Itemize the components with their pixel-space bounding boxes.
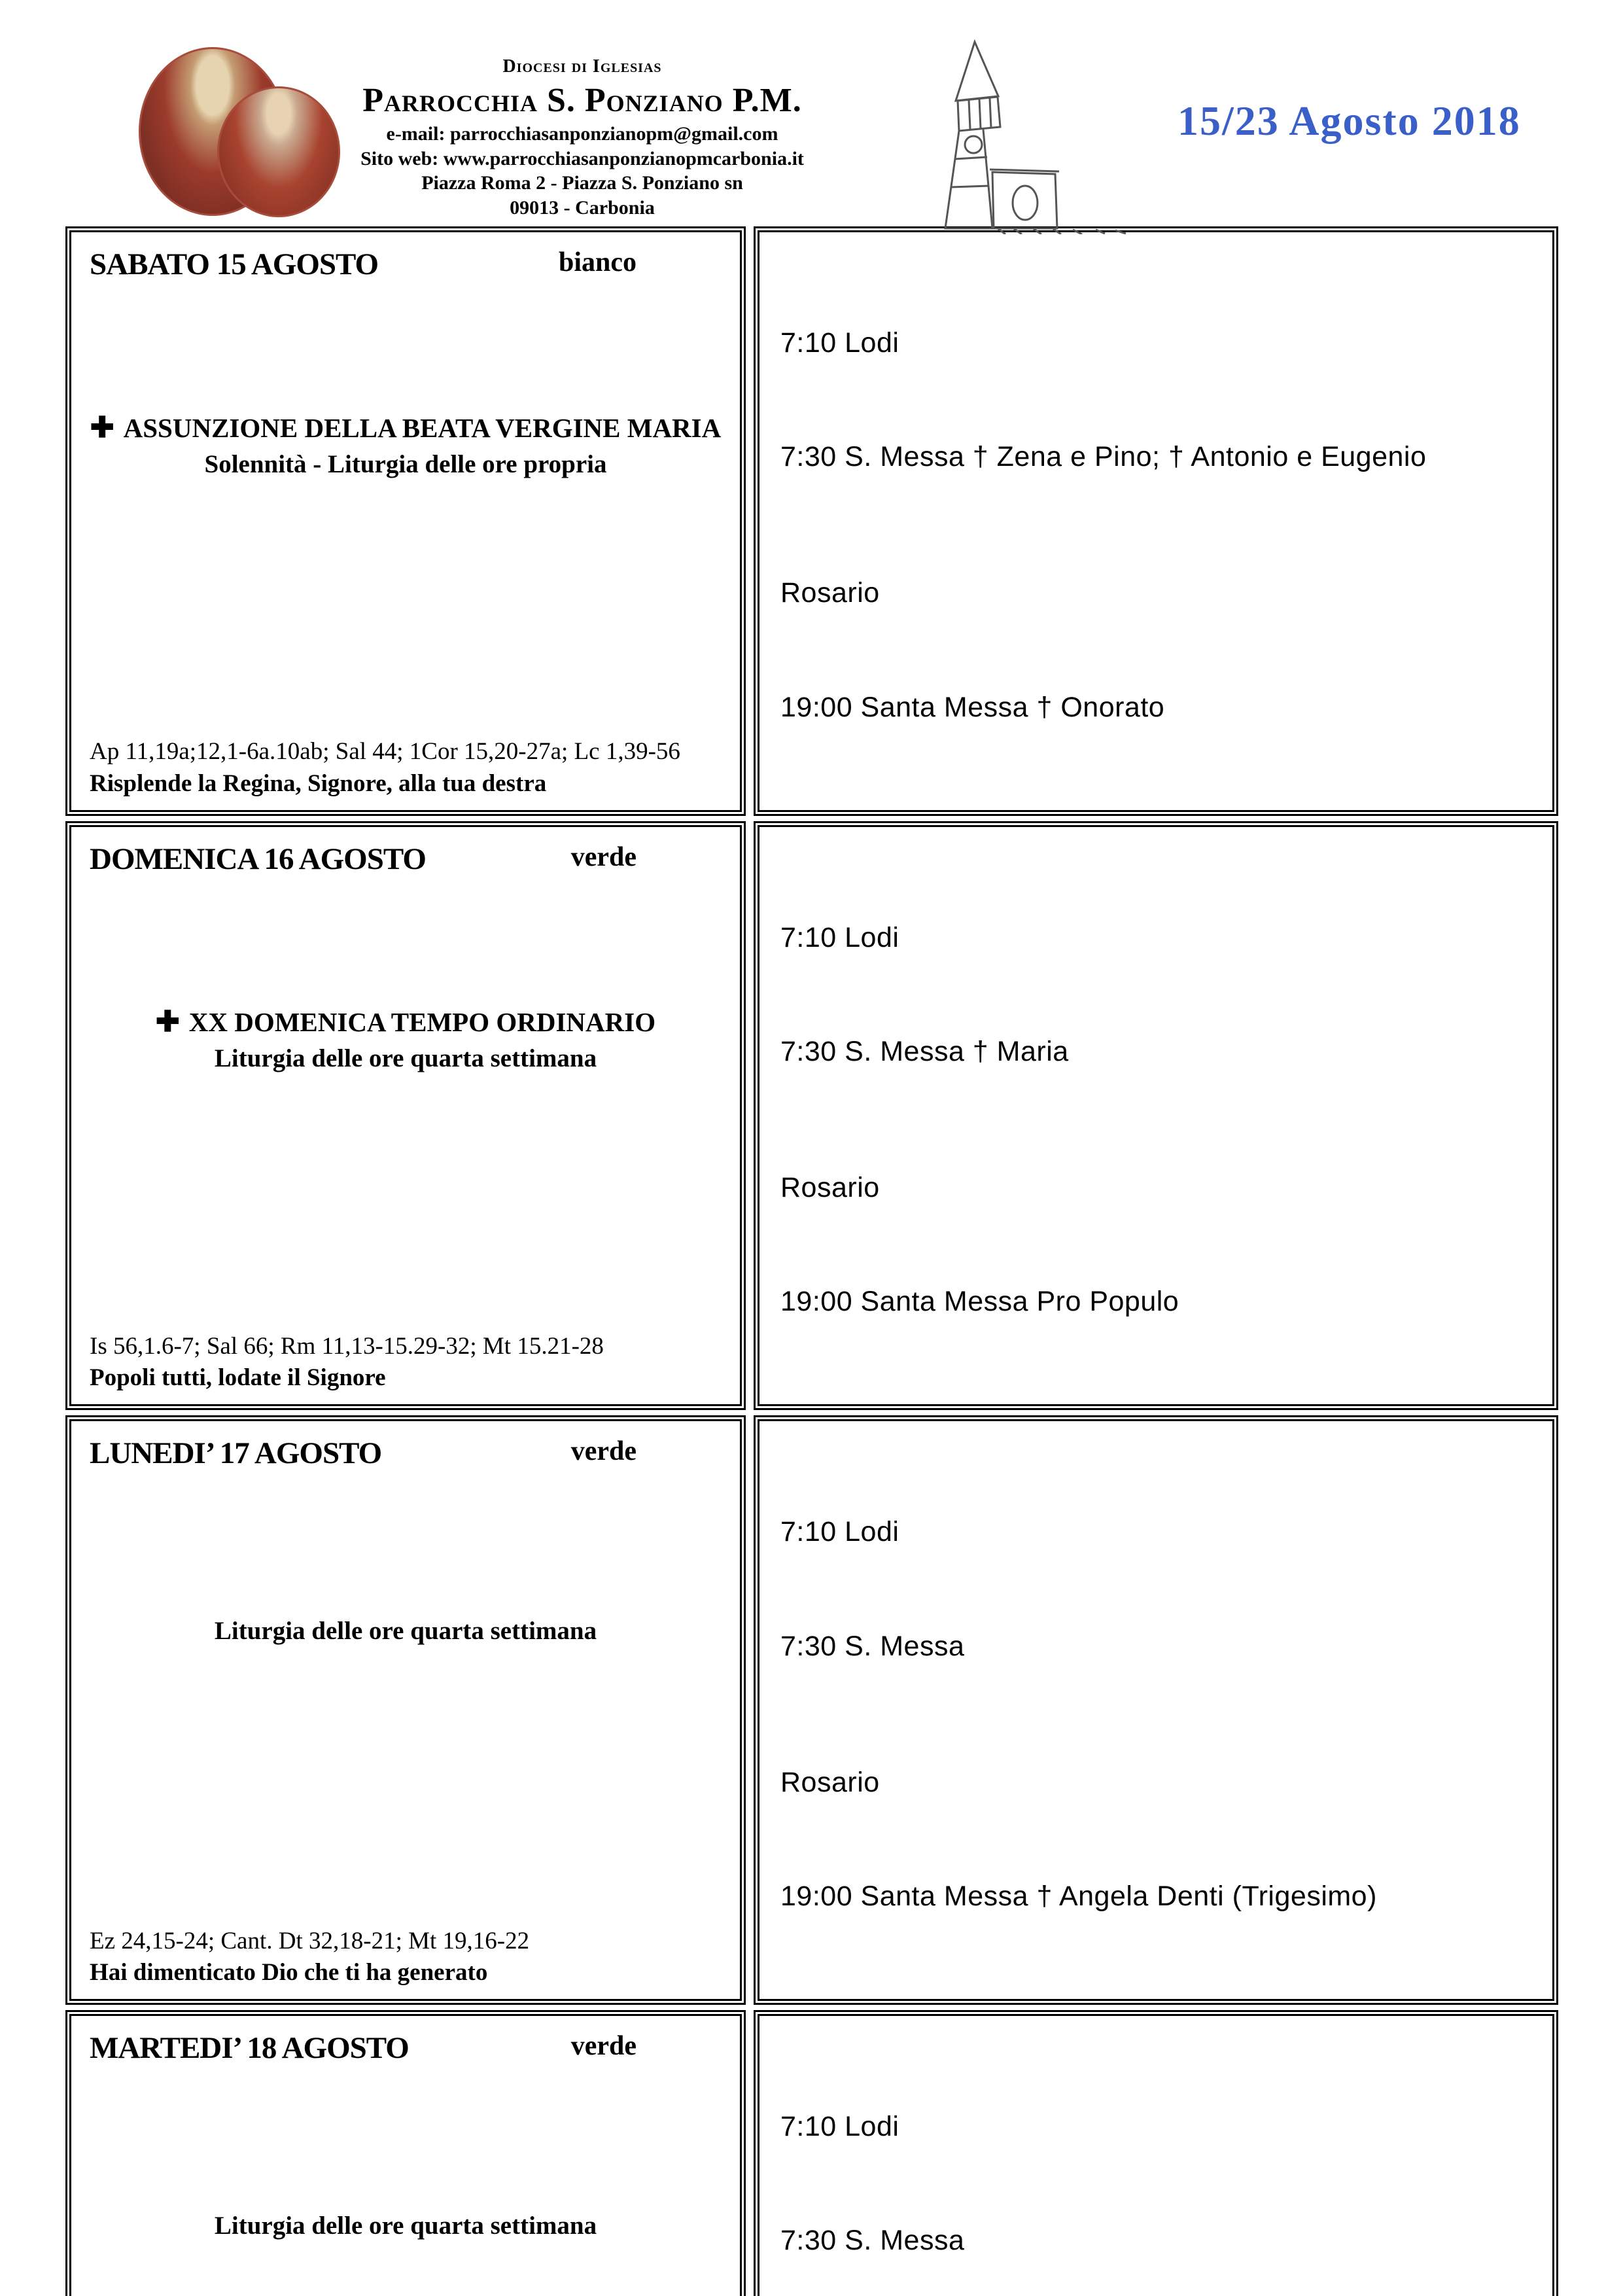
header xyxy=(0,0,1623,228)
day-header xyxy=(90,247,722,282)
readings-line: Ap 11,19a;12,1-6a.10ab; Sal 44; 1Cor 15,20-27a; Lc 1,39-56 xyxy=(90,738,680,766)
readings-line: Ez 24,15-24; Cant. Dt 32,18-21; Mt 19,16-22 xyxy=(90,1927,530,1954)
day-header xyxy=(90,1436,722,1471)
day-title: LUNEDI’ 17 AGOSTO xyxy=(90,1436,382,1471)
schedule-line: 7:30 S. Messa xyxy=(780,1630,965,1662)
day-header xyxy=(90,2030,722,2066)
antiphon-line: Risplende la Regina, Signore, alla tua destra xyxy=(90,769,547,797)
day-title: DOMENICA 16 AGOSTO xyxy=(90,841,426,876)
mass-schedule xyxy=(759,827,1552,1405)
schedule-line: 7:10 Lodi xyxy=(780,921,899,953)
antiphon-line: Popoli tutti, lodate il Signore xyxy=(90,1364,386,1392)
liturgical-color: verde xyxy=(570,2030,637,2061)
parish-info-block xyxy=(353,55,811,220)
feast-line xyxy=(90,1005,722,1038)
table-row xyxy=(65,1415,1558,2005)
liturgy-note: Solennità - Liturgia delle ore propria xyxy=(204,450,607,478)
cross-icon: ✚ xyxy=(155,1006,180,1038)
table-row xyxy=(65,226,1558,816)
liturgical-color: bianco xyxy=(558,247,637,277)
feast-title: XX DOMENICA TEMPO ORDINARIO xyxy=(188,1007,656,1038)
feast-title: ASSUNZIONE DELLA BEATA VERGINE MARIA xyxy=(123,412,722,443)
schedule-line: 19:00 Santa Messa Pro Populo xyxy=(780,1286,1179,1318)
liturgical-color: verde xyxy=(570,841,637,872)
parish-title: Parrocchia S. Ponziano P.M. xyxy=(362,82,802,119)
table-row xyxy=(65,821,1558,1411)
parish-city: 09013 - Carbonia xyxy=(510,196,655,219)
mass-schedule xyxy=(759,232,1552,810)
parish-email: e-mail: parrocchiasanponzianopm@gmail.com xyxy=(386,123,778,145)
feast-line xyxy=(90,411,722,444)
readings-line: Is 56,1.6-7; Sal 66; Rm 11,13-15.29-32; Mt 15.21-28 xyxy=(90,1333,604,1360)
liturgy-note: Liturgia delle ore quarta settimana xyxy=(214,1044,597,1073)
crowned-saint-portrait xyxy=(217,86,340,217)
mass-schedule xyxy=(759,1421,1552,1999)
day-title: SABATO 15 AGOSTO xyxy=(90,247,379,281)
schedule-line: 7:30 S. Messa † Maria xyxy=(780,1035,1069,1067)
bell-tower-sketch-icon xyxy=(906,38,1148,238)
schedule-line: 7:30 S. Messa † Zena e Pino; † Antonio e Eugenio xyxy=(780,441,1427,473)
schedule-line: 19:00 Santa Messa † Onorato xyxy=(780,691,1165,723)
day-header xyxy=(90,841,722,877)
weekly-schedule-table xyxy=(58,221,1566,2296)
day-title: MARTEDI’ 18 AGOSTO xyxy=(90,2030,409,2065)
cross-icon: ✚ xyxy=(90,411,114,444)
antiphon-line: Hai dimenticato Dio che ti ha generato xyxy=(90,1958,488,1986)
mass-schedule xyxy=(759,2016,1552,2296)
date-range: 15/23 Agosto 2018 xyxy=(1178,97,1521,144)
parish-website: Sito web: www.parrocchiasanponzianopmcarbonia.it xyxy=(360,147,804,169)
schedule-line: 7:10 Lodi xyxy=(780,327,899,359)
parish-address: Piazza Roma 2 - Piazza S. Ponziano sn xyxy=(421,172,743,194)
schedule-line: Rosario xyxy=(780,1766,880,1798)
schedule-line: 7:10 Lodi xyxy=(780,2111,899,2143)
schedule-line: Rosario xyxy=(780,577,880,609)
liturgy-note: Liturgia delle ore quarta settimana xyxy=(214,2211,597,2240)
schedule-line: 7:30 S. Messa xyxy=(780,2225,965,2257)
schedule-line: Rosario xyxy=(780,1172,880,1204)
diocese-title: Diocesi di Iglesias xyxy=(502,56,662,77)
schedule-line: 19:00 Santa Messa † Angela Denti (Trigesimo) xyxy=(780,1880,1377,1912)
schedule-line: 7:10 Lodi xyxy=(780,1516,899,1548)
liturgical-color: verde xyxy=(570,1436,637,1467)
liturgy-note: Liturgia delle ore quarta settimana xyxy=(214,1617,597,1646)
table-row xyxy=(65,2010,1558,2296)
